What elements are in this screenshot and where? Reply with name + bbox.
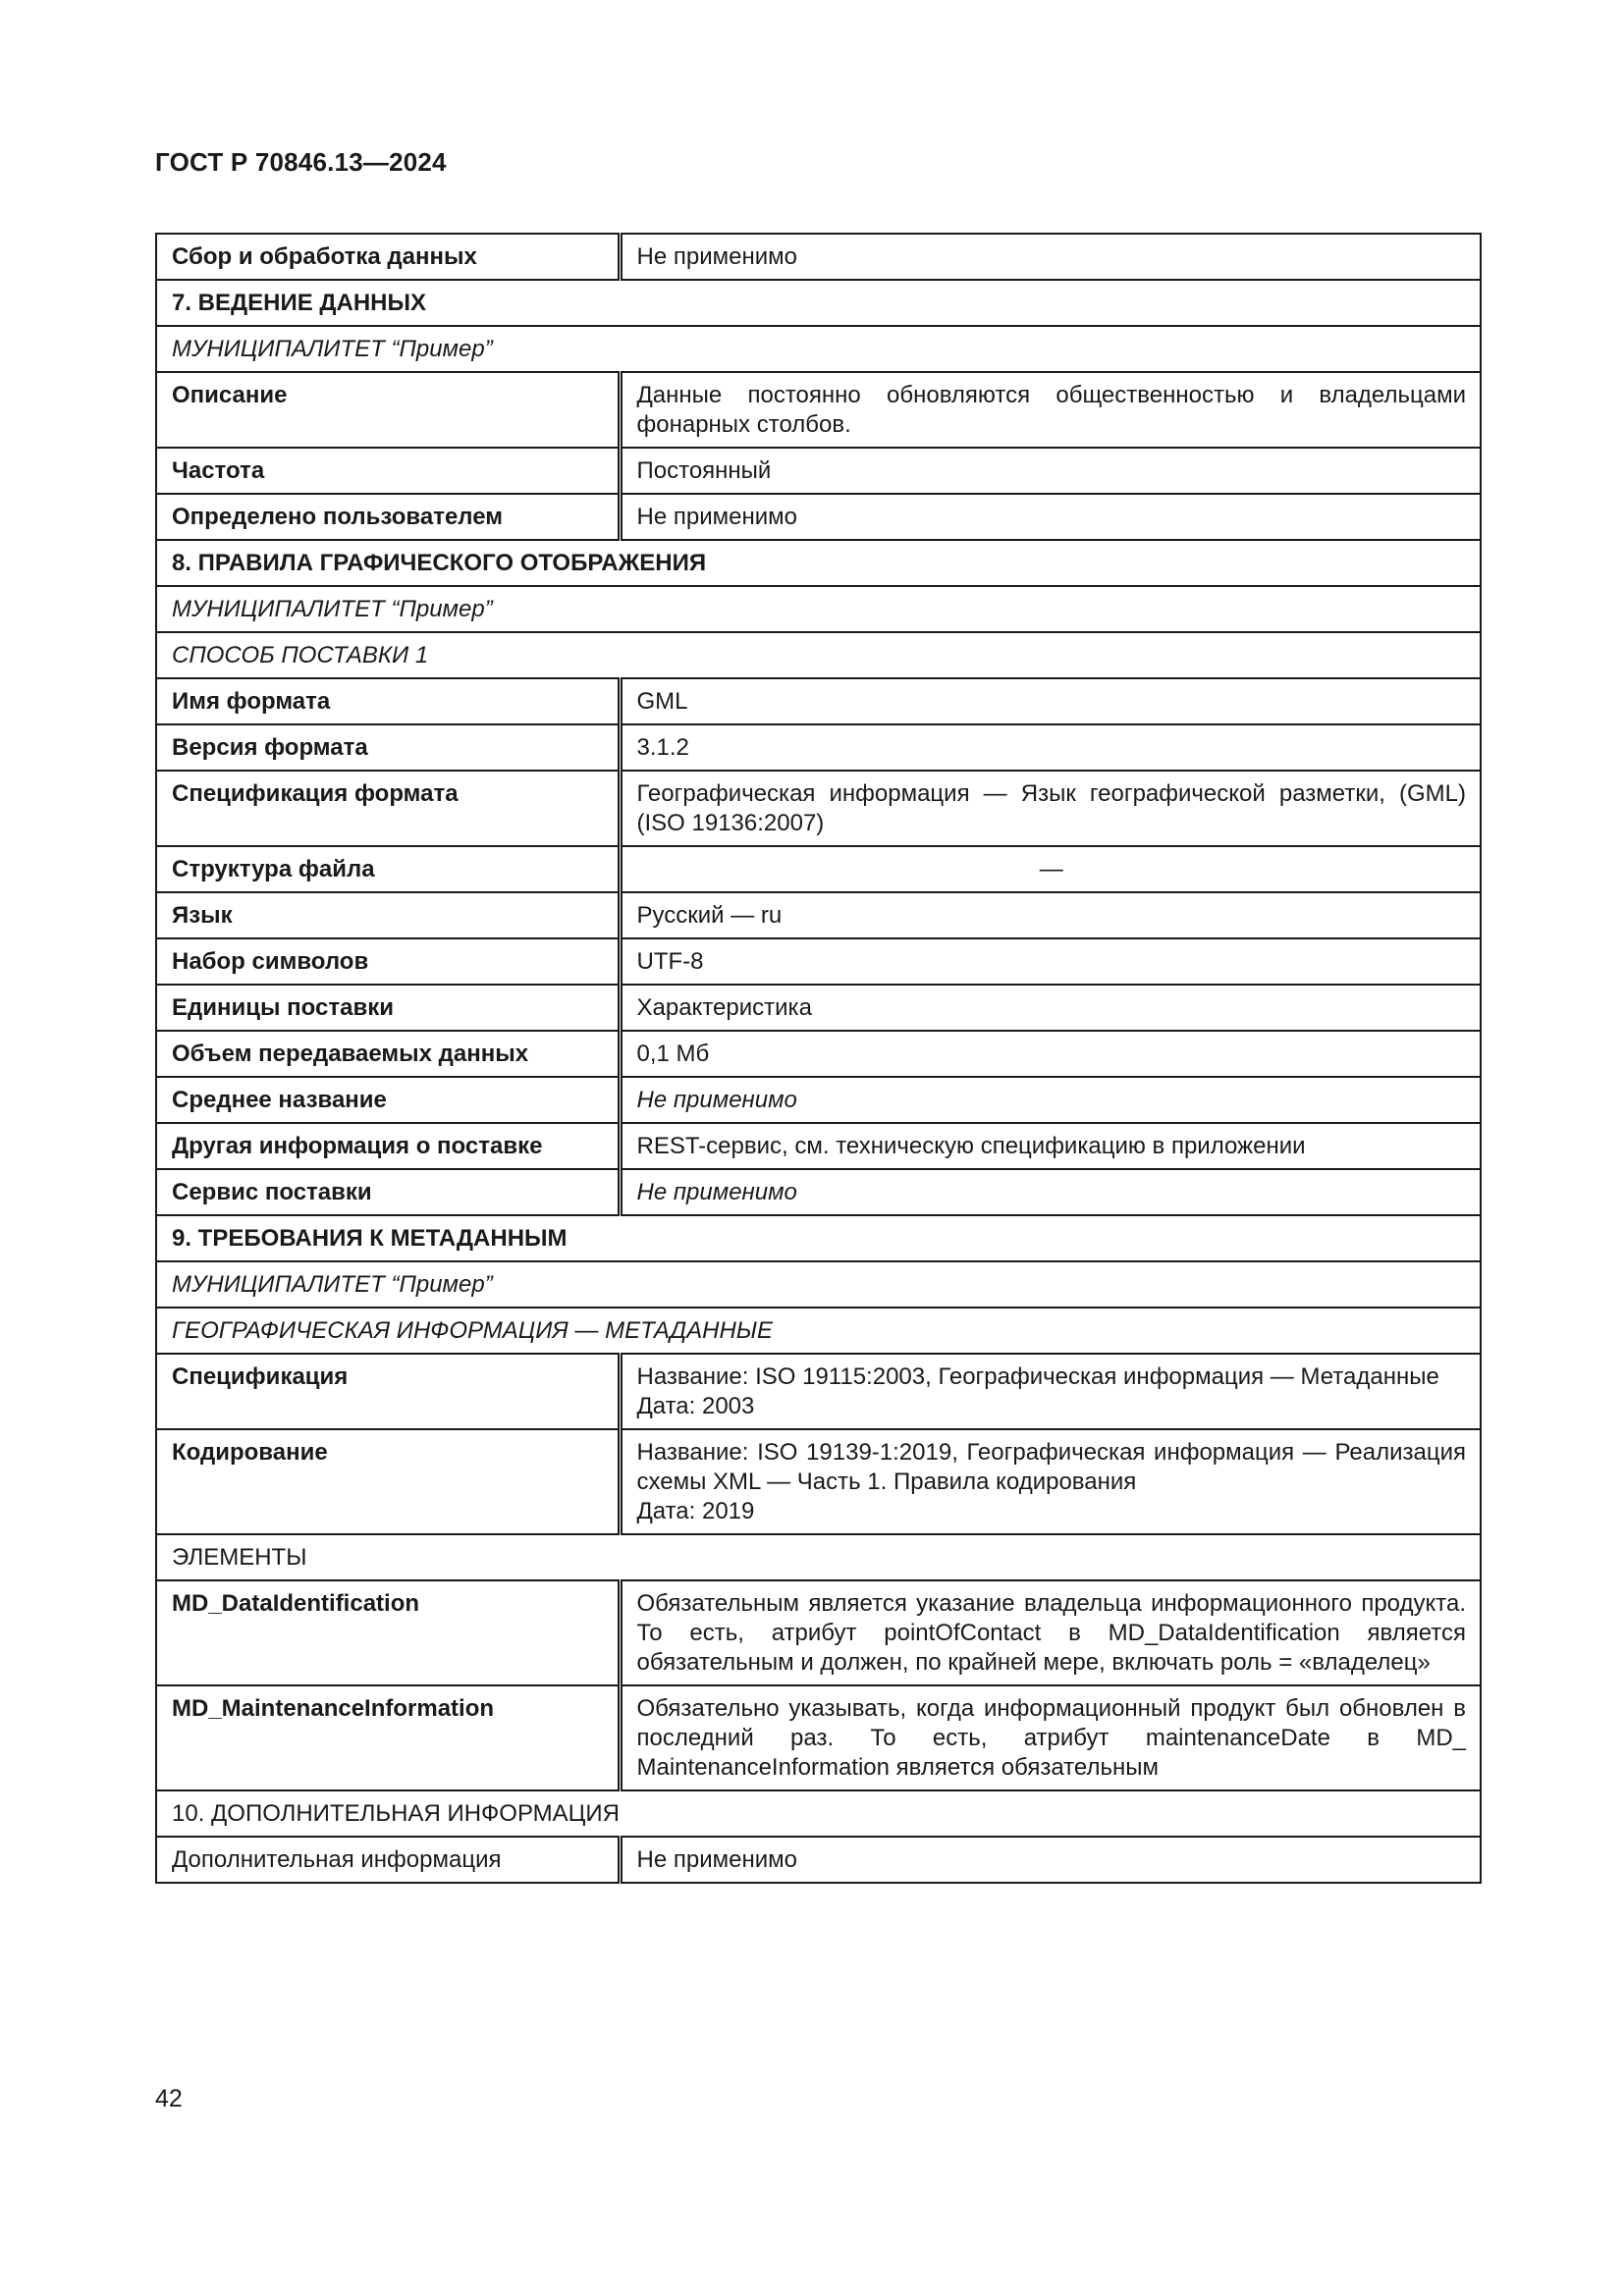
row-key: Имя формата	[156, 678, 620, 724]
row-value: Не применимо	[620, 1837, 1481, 1883]
row-key: Дополнительная информация	[156, 1837, 620, 1883]
table-row	[156, 892, 1481, 938]
row-key: Объем передаваемых данных	[156, 1031, 620, 1077]
row-key: Спецификация формата	[156, 771, 620, 846]
subsection-heading: МУНИЦИПАЛИТЕТ “Пример”	[156, 586, 1481, 632]
subsection-heading: МУНИЦИПАЛИТЕТ “Пример”	[156, 326, 1481, 372]
row-value: Не применимо	[620, 494, 1481, 540]
table-row	[156, 985, 1481, 1031]
row-value: Русский — ru	[620, 892, 1481, 938]
value-date: Дата: 2003	[636, 1393, 755, 1419]
subsection-row	[156, 586, 1481, 632]
value-title: Название: ISO 19115:2003, Географическая информация — Метаданные	[636, 1363, 1439, 1390]
row-key: Сбор и обработка данных	[156, 234, 620, 280]
section-heading-7: 7. ВЕДЕНИЕ ДАННЫХ	[156, 280, 1481, 326]
section-row	[156, 280, 1481, 326]
section-row	[156, 1215, 1481, 1261]
subsection-row	[156, 1308, 1481, 1354]
section-heading-10: 10. ДОПОЛНИТЕЛЬНАЯ ИНФОРМАЦИЯ	[156, 1790, 1481, 1837]
row-value: Не применимо	[620, 234, 1481, 280]
row-value: UTF-8	[620, 938, 1481, 985]
subsection-heading: МУНИЦИПАЛИТЕТ “Пример”	[156, 1261, 1481, 1308]
row-key: Среднее название	[156, 1077, 620, 1123]
table-row	[156, 1077, 1481, 1123]
subsection-heading: ГЕОГРАФИЧЕСКАЯ ИНФОРМАЦИЯ — МЕТАДАННЫЕ	[156, 1308, 1481, 1354]
table-row	[156, 448, 1481, 494]
row-key: MD_MaintenanceInformation	[156, 1685, 620, 1790]
subsection-row	[156, 632, 1481, 678]
row-value	[620, 1354, 1481, 1429]
row-key: Сервис поставки	[156, 1169, 620, 1215]
row-value: Данные постоянно обновляются общественностью и владельцами фонарных столбов.	[620, 372, 1481, 448]
table-row	[156, 234, 1481, 280]
table-row	[156, 1837, 1481, 1883]
row-key: Структура файла	[156, 846, 620, 892]
section-row	[156, 1790, 1481, 1837]
row-value: Не применимо	[620, 1077, 1481, 1123]
subsection-heading: СПОСОБ ПОСТАВКИ 1	[156, 632, 1481, 678]
subsection-row	[156, 1261, 1481, 1308]
table-row	[156, 1169, 1481, 1215]
table-row	[156, 846, 1481, 892]
table-row	[156, 938, 1481, 985]
row-value: Обязательно указывать, когда информационный продукт был обновлен в последний раз. То есть, атрибут maintenanceDate в MD_ MaintenanceInformation является обязательным	[620, 1685, 1481, 1790]
row-key: Спецификация	[156, 1354, 620, 1429]
row-value: GML	[620, 678, 1481, 724]
row-key: Единицы поставки	[156, 985, 620, 1031]
table-row	[156, 1031, 1481, 1077]
section-heading-9: 9. ТРЕБОВАНИЯ К МЕТАДАННЫМ	[156, 1215, 1481, 1261]
table-row	[156, 1354, 1481, 1429]
table-row	[156, 1580, 1481, 1685]
row-value: Обязательным является указание владельца информационного продукта. То есть, атрибут pointOfContact в MD_DataIdentification является обязательным и должен, по крайней мере, включать роль = «владелец»	[620, 1580, 1481, 1685]
table-row	[156, 771, 1481, 846]
row-key: Набор символов	[156, 938, 620, 985]
specification-table	[155, 233, 1482, 1884]
row-value: REST-сервис, см. техническую спецификацию в приложении	[620, 1123, 1481, 1169]
row-key: Кодирование	[156, 1429, 620, 1534]
row-value: 3.1.2	[620, 724, 1481, 771]
elements-heading: ЭЛЕМЕНТЫ	[156, 1534, 1481, 1580]
row-key: Описание	[156, 372, 620, 448]
table-row	[156, 372, 1481, 448]
value-title: Название: ISO 19139-1:2019, Географическая информация — Реализация схемы XML — Часть 1. Правила кодирования	[636, 1439, 1466, 1495]
row-key: Другая информация о поставке	[156, 1123, 620, 1169]
table-row	[156, 678, 1481, 724]
row-value: Постоянный	[620, 448, 1481, 494]
row-value: 0,1 Мб	[620, 1031, 1481, 1077]
row-value: Характеристика	[620, 985, 1481, 1031]
row-key: Определено пользователем	[156, 494, 620, 540]
table-row	[156, 724, 1481, 771]
subsection-row	[156, 326, 1481, 372]
table-row	[156, 1685, 1481, 1790]
row-key: Версия формата	[156, 724, 620, 771]
page-number: 42	[155, 2085, 183, 2112]
document-header: ГОСТ Р 70846.13—2024	[155, 147, 447, 177]
section-row	[156, 540, 1481, 586]
row-value	[620, 1429, 1481, 1534]
row-value: Не применимо	[620, 1169, 1481, 1215]
table-row	[156, 1429, 1481, 1534]
row-key: MD_DataIdentification	[156, 1580, 620, 1685]
row-value: Географическая информация — Язык географической разметки, (GML) (ISO 19136:2007)	[620, 771, 1481, 846]
table-row	[156, 494, 1481, 540]
subsection-row	[156, 1534, 1481, 1580]
row-key: Язык	[156, 892, 620, 938]
section-heading-8: 8. ПРАВИЛА ГРАФИЧЕСКОГО ОТОБРАЖЕНИЯ	[156, 540, 1481, 586]
row-key: Частота	[156, 448, 620, 494]
value-date: Дата: 2019	[636, 1498, 755, 1524]
table-row	[156, 1123, 1481, 1169]
row-value: —	[620, 846, 1481, 892]
